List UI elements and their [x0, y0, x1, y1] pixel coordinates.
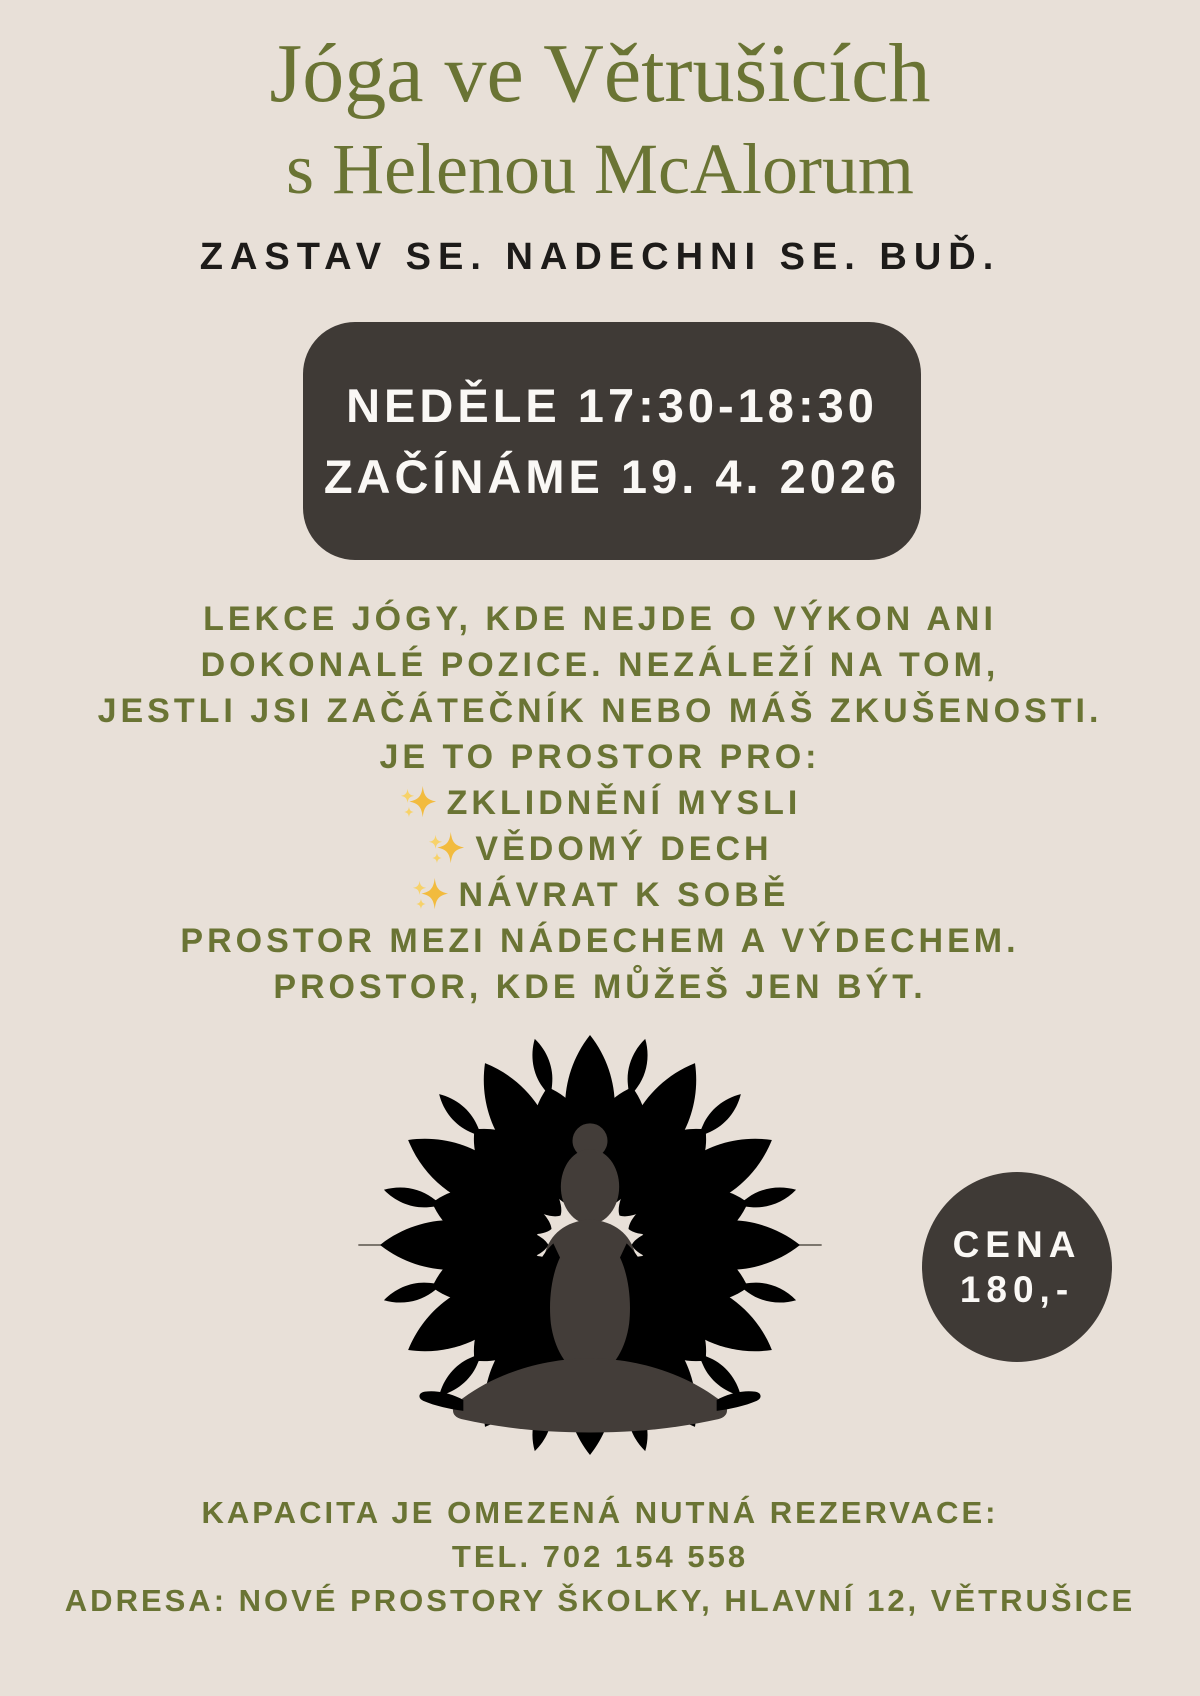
schedule-start-date: ZAČÍNÁME 19. 4. 2026	[323, 450, 901, 503]
description-line: LEKCE JÓGY, KDE NEJDE O VÝKON ANI	[203, 600, 997, 638]
description-line: JESTLI JSI ZAČÁTEČNÍK NEBO MÁŠ ZKUŠENOSTI.	[97, 692, 1103, 730]
bullet-label: VĚDOMÝ DECH	[475, 830, 773, 868]
schedule-box	[303, 322, 921, 560]
schedule-time: NEDĚLE 17:30-18:30	[346, 379, 878, 432]
sparkles-icon	[427, 830, 465, 868]
price-value: 180,-	[959, 1269, 1075, 1310]
poster-title: Jóga ve Větrušicích	[269, 27, 931, 120]
description-line: JE TO PROSTOR PRO:	[379, 738, 821, 776]
capacity-note: KAPACITA JE OMEZENÁ NUTNÁ REZERVACE:	[201, 1495, 999, 1530]
phone-number: TEL. 702 154 558	[451, 1539, 749, 1574]
description-line: DOKONALÉ POZICE. NEZÁLEŽÍ NA TOM,	[200, 646, 1000, 684]
footer-block	[0, 1491, 1200, 1623]
price-badge	[922, 1172, 1112, 1362]
bullet-label: NÁVRAT K SOBĚ	[458, 876, 790, 914]
bullet-item	[0, 780, 1200, 826]
bullet-item	[0, 872, 1200, 918]
bullet-label: ZKLIDNĚNÍ MYSLI	[446, 784, 802, 822]
mandala-meditation-icon	[340, 995, 840, 1495]
description-line: PROSTOR MEZI NÁDECHEM A VÝDECHEM.	[180, 922, 1020, 960]
price-label: CENA	[952, 1224, 1082, 1265]
sparkles-icon	[411, 876, 449, 914]
mandala-meditation-illustration	[340, 995, 840, 1495]
sparkles-icon	[399, 784, 437, 822]
description-line: PROSTOR, KDE MŮŽEŠ JEN BÝT.	[273, 968, 927, 1006]
address: ADRESA: NOVÉ PROSTORY ŠKOLKY, HLAVNÍ 12, VĚTRUŠICE	[64, 1583, 1136, 1618]
description-block	[0, 596, 1200, 1010]
bullet-item	[0, 826, 1200, 872]
poster-tagline: ZASTAV SE. NADECHNI SE. BUĎ.	[199, 236, 1001, 278]
poster-subtitle: s Helenou McAlorum	[286, 129, 914, 209]
